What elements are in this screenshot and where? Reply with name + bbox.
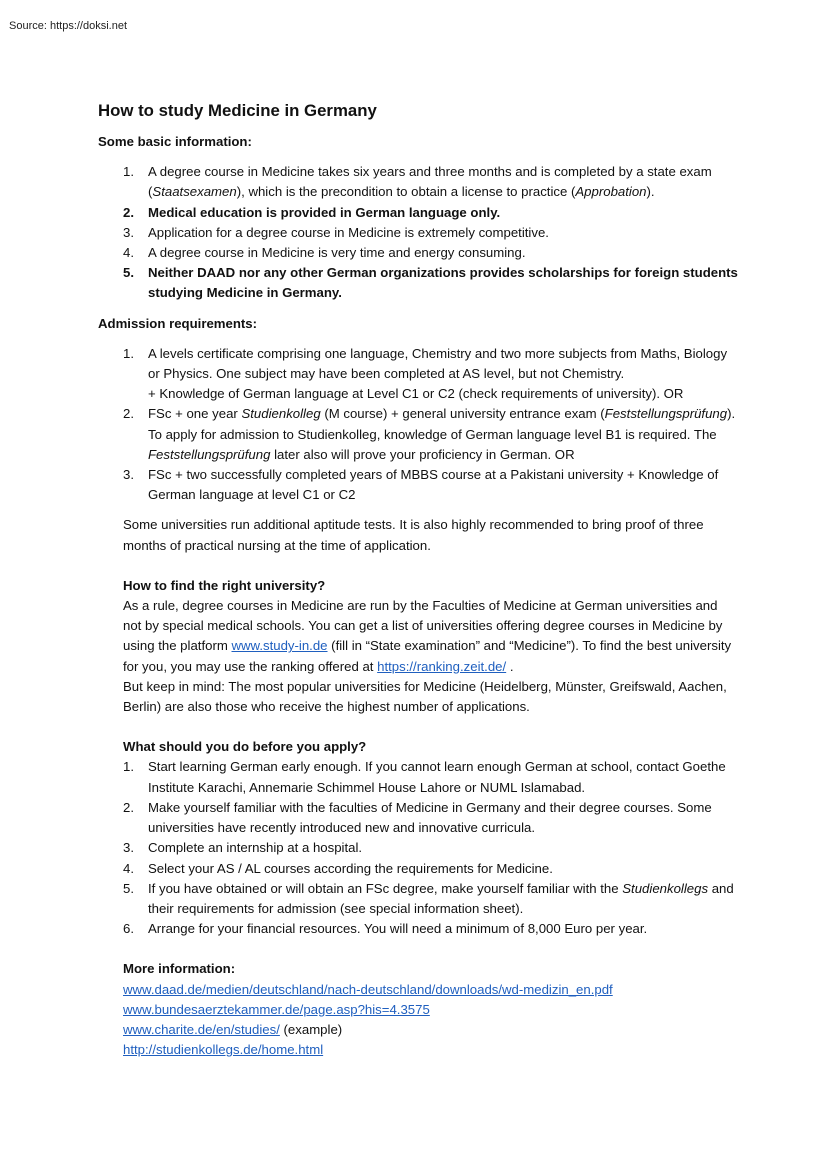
page-title: How to study Medicine in Germany — [98, 101, 377, 120]
list-item: 1. A degree course in Medicine takes six years and three months and is completed by a state exam (Staatsexamen), which is the precondition to obtain a license to practice (Approbation). — [123, 164, 712, 200]
list-item: 6. Arrange for your financial resources. You will need a minimum of 8,000 Euro per year. — [123, 921, 648, 937]
source-note: Source: https://doksi.net — [9, 20, 128, 32]
basic-info-heading: Some basic information: — [98, 134, 252, 149]
bundesaerztekammer-link[interactable]: www.bundesaerztekammer.de/page.asp?his=4.3575 — [123, 1001, 430, 1017]
before-apply-list — [123, 757, 738, 939]
list-item: 4. Select your AS / AL courses according the requirements for Medicine. — [123, 860, 553, 876]
list-item: 3. Application for a degree course in Medicine is extremely competitive. — [123, 224, 549, 240]
list-item: 1. A levels certificate comprising one language, Chemistry and two more subjects from Maths, Biology or Physics. One subject may have been completed at AS level, but not Chemistry. + Knowledge of German language at Level C1 or C2 (check requirements of university). OR — [123, 345, 728, 402]
charite-line: www.charite.de/en/studies/ (example) — [123, 1021, 343, 1037]
list-item: 2. FSc + one year Studienkolleg (M course) + general university entrance exam (Feststellungsprüfung). To apply for admission to Studienkolleg, knowledge of German language level B1 is required. The Feststellungsprüfung later also will prove your proficiency in German. OR — [123, 406, 736, 462]
admission-heading: Admission requirements: — [98, 315, 258, 331]
find-university-paragraph: As a rule, degree courses in Medicine are run by the Faculties of Medicine at German universities and not by special medical schools. You can get a list of universities offering degree courses in Medicine by using the platform www.study-in.de (fill in “State examination” and “Medicine”). To find the best university for you, you may use the ranking offered at https://ranking.zeit.de/ . But keep in mind: The most popular universities for Medicine (Heidelberg, Münster, Greifswald, Aachen, Berlin) are also those who receive the highest number of applications. — [123, 598, 732, 715]
study-in-link[interactable]: www.study-in.de — [231, 638, 328, 654]
list-item: 5. If you have obtained or will obtain an FSc degree, make yourself familiar with the Studienkollegs and their requirements for admission (see special information sheet). — [123, 880, 734, 916]
find-university-heading: How to find the right university? — [123, 577, 326, 593]
list-item: 4. A degree course in Medicine is very time and energy consuming. — [123, 245, 526, 261]
daad-link[interactable]: www.daad.de/medien/deutschland/nach-deutschland/downloads/wd-medizin_en.pdf — [123, 981, 613, 997]
charite-link[interactable]: www.charite.de/en/studies/ — [123, 1021, 280, 1037]
admission-list — [98, 344, 738, 506]
list-item: 1. Start learning German early enough. If you cannot learn enough German at school, contact Goethe Institute Karachi, Annemarie Schimmel House Lahore or NUML Islamabad. — [123, 759, 726, 795]
list-item: 2. Medical education is provided in German language only. — [123, 204, 501, 220]
more-info-heading: More information: — [123, 961, 236, 977]
list-item: 2. Make yourself familiar with the faculties of Medicine in Germany and their degree courses. Some universities have recently introduced new and innovative curricula. — [123, 799, 712, 836]
ranking-link[interactable]: https://ranking.zeit.de/ — [377, 658, 507, 674]
aptitude-paragraph: Some universities run additional aptitude tests. It is also highly recommended to bring proof of three months of practical nursing at the time of application. — [123, 517, 704, 553]
document-page — [98, 100, 738, 1060]
studienkollegs-link[interactable]: http://studienkollegs.de/home.html — [123, 1042, 324, 1058]
list-item: 5. Neither DAAD nor any other German organizations provides scholarships for foreign students studying Medicine in Germany. — [123, 265, 738, 301]
before-apply-heading: What should you do before you apply? — [123, 739, 367, 755]
list-item: 3. FSc + two successfully completed years of MBBS course at a Pakistani university + Knowledge of German language at level C1 or C2 — [123, 467, 719, 503]
basic-info-list — [98, 162, 738, 303]
list-item: 3. Complete an internship at a hospital. — [123, 840, 363, 856]
